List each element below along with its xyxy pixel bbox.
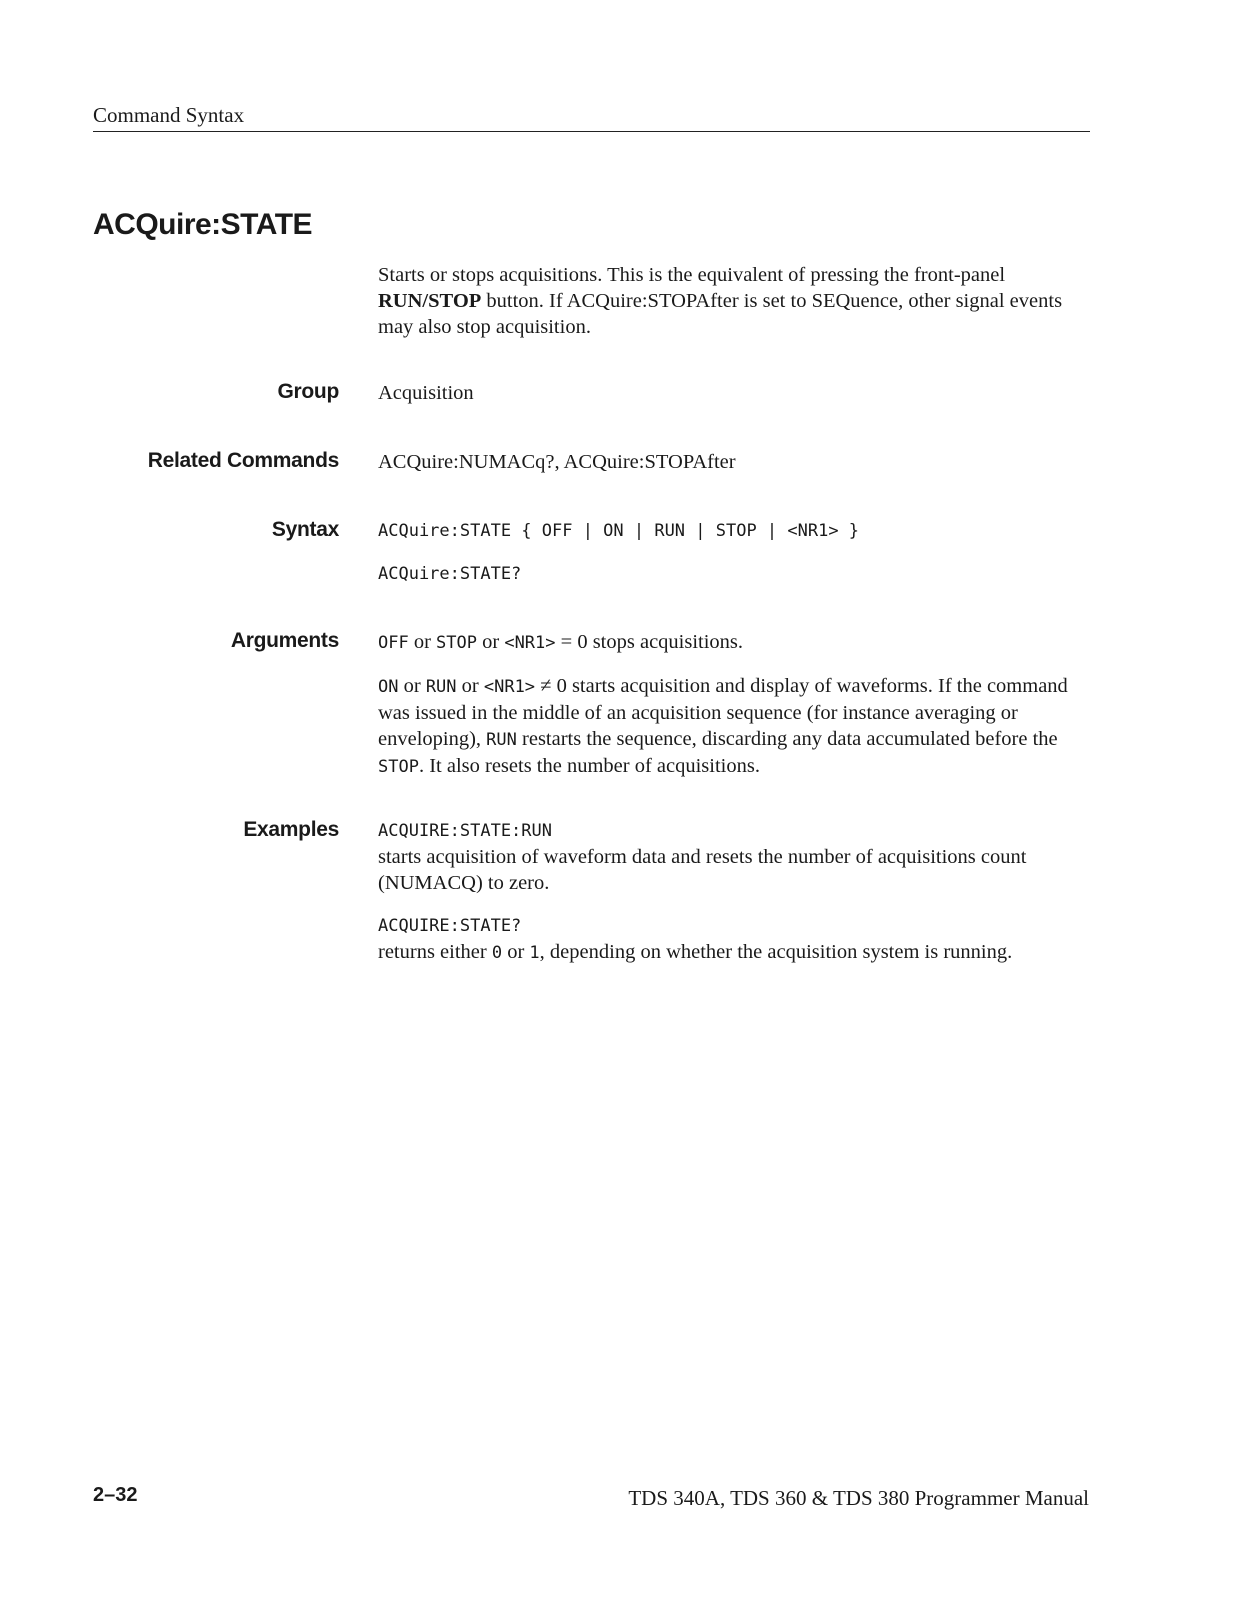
running-header: Command Syntax <box>93 103 1090 132</box>
syntax-label: Syntax <box>271 518 339 541</box>
related-commands-value: ACQuire:NUMACq?, ACQuire:STOPAfter <box>378 451 736 473</box>
arg-text: or <box>398 675 426 697</box>
example-text: , depending on whether the acquisition system is running. <box>539 941 1013 963</box>
arg-keyword: ON <box>378 677 399 697</box>
arg-text: or <box>456 675 484 697</box>
command-description <box>378 262 1068 340</box>
example-keyword: 1 <box>529 943 540 963</box>
arg-text: or <box>477 631 505 653</box>
arg-keyword: OFF <box>378 633 409 653</box>
arg-text: 0 starts acquisition and display of waveforms. If the command was issued in the middle of an acquisition sequence (for instance averaging or enveloping), <box>378 675 1068 750</box>
group-label: Group <box>277 380 339 403</box>
description-text: Starts or stops acquisitions. This is the equivalent of pressing the front-panel <box>378 264 1006 286</box>
description-text-cont: button. If ACQuire:STOPAfter is set to SEQuence, other signal events may also stop acquisition. <box>378 290 1063 338</box>
example-text: returns either <box>378 941 492 963</box>
example-keyword: 0 <box>491 943 503 963</box>
example-2-code: ACQUIRE:STATE? <box>378 916 522 936</box>
related-commands-label: Related Commands <box>147 449 339 472</box>
example-1-text: starts acquisition of waveform data and resets the number of acquisitions count (NUMACQ) to zero. <box>378 846 1027 894</box>
arg-text: or <box>408 631 437 653</box>
examples-content <box>378 818 1078 966</box>
command-title: ACQuire:STATE <box>93 208 313 241</box>
argument-run <box>378 673 1078 780</box>
example-2-text <box>378 939 1078 966</box>
examples-label: Examples <box>243 818 339 841</box>
example-text: or <box>502 941 530 963</box>
example-1-code: ACQUIRE:STATE:RUN <box>378 821 552 841</box>
syntax-content <box>378 518 1078 587</box>
argument-stop <box>378 629 1078 656</box>
arg-text: . It also resets the number of acquisitions. <box>418 755 760 777</box>
arg-keyword: STOP <box>436 633 477 653</box>
arg-text: = 0 stops acquisitions. <box>555 631 744 653</box>
page-number: 2–32 <box>93 1484 138 1506</box>
arg-keyword: RUN <box>486 730 517 750</box>
syntax-query-form: ACQuire:STATE? <box>378 564 522 584</box>
arg-keyword: <NR1> <box>504 633 556 653</box>
group-value: Acquisition <box>378 382 474 404</box>
arguments-content <box>378 629 1078 780</box>
arg-text: restarts the sequence, discarding any data accumulated before the <box>516 728 1058 750</box>
arguments-label: Arguments <box>230 629 339 652</box>
syntax-set-form: ACQuire:STATE { OFF | ON | RUN | STOP | <NR1> } <box>378 521 860 541</box>
arg-keyword: <NR1> <box>483 677 536 697</box>
arg-keyword: STOP <box>378 757 419 777</box>
manual-title: TDS 340A, TDS 360 & TDS 380 Programmer Manual <box>628 1486 1089 1510</box>
not-equal-symbol: ≠ <box>535 675 557 697</box>
arg-keyword: RUN <box>425 677 457 697</box>
run-stop-button-name: RUN/STOP <box>378 290 482 312</box>
